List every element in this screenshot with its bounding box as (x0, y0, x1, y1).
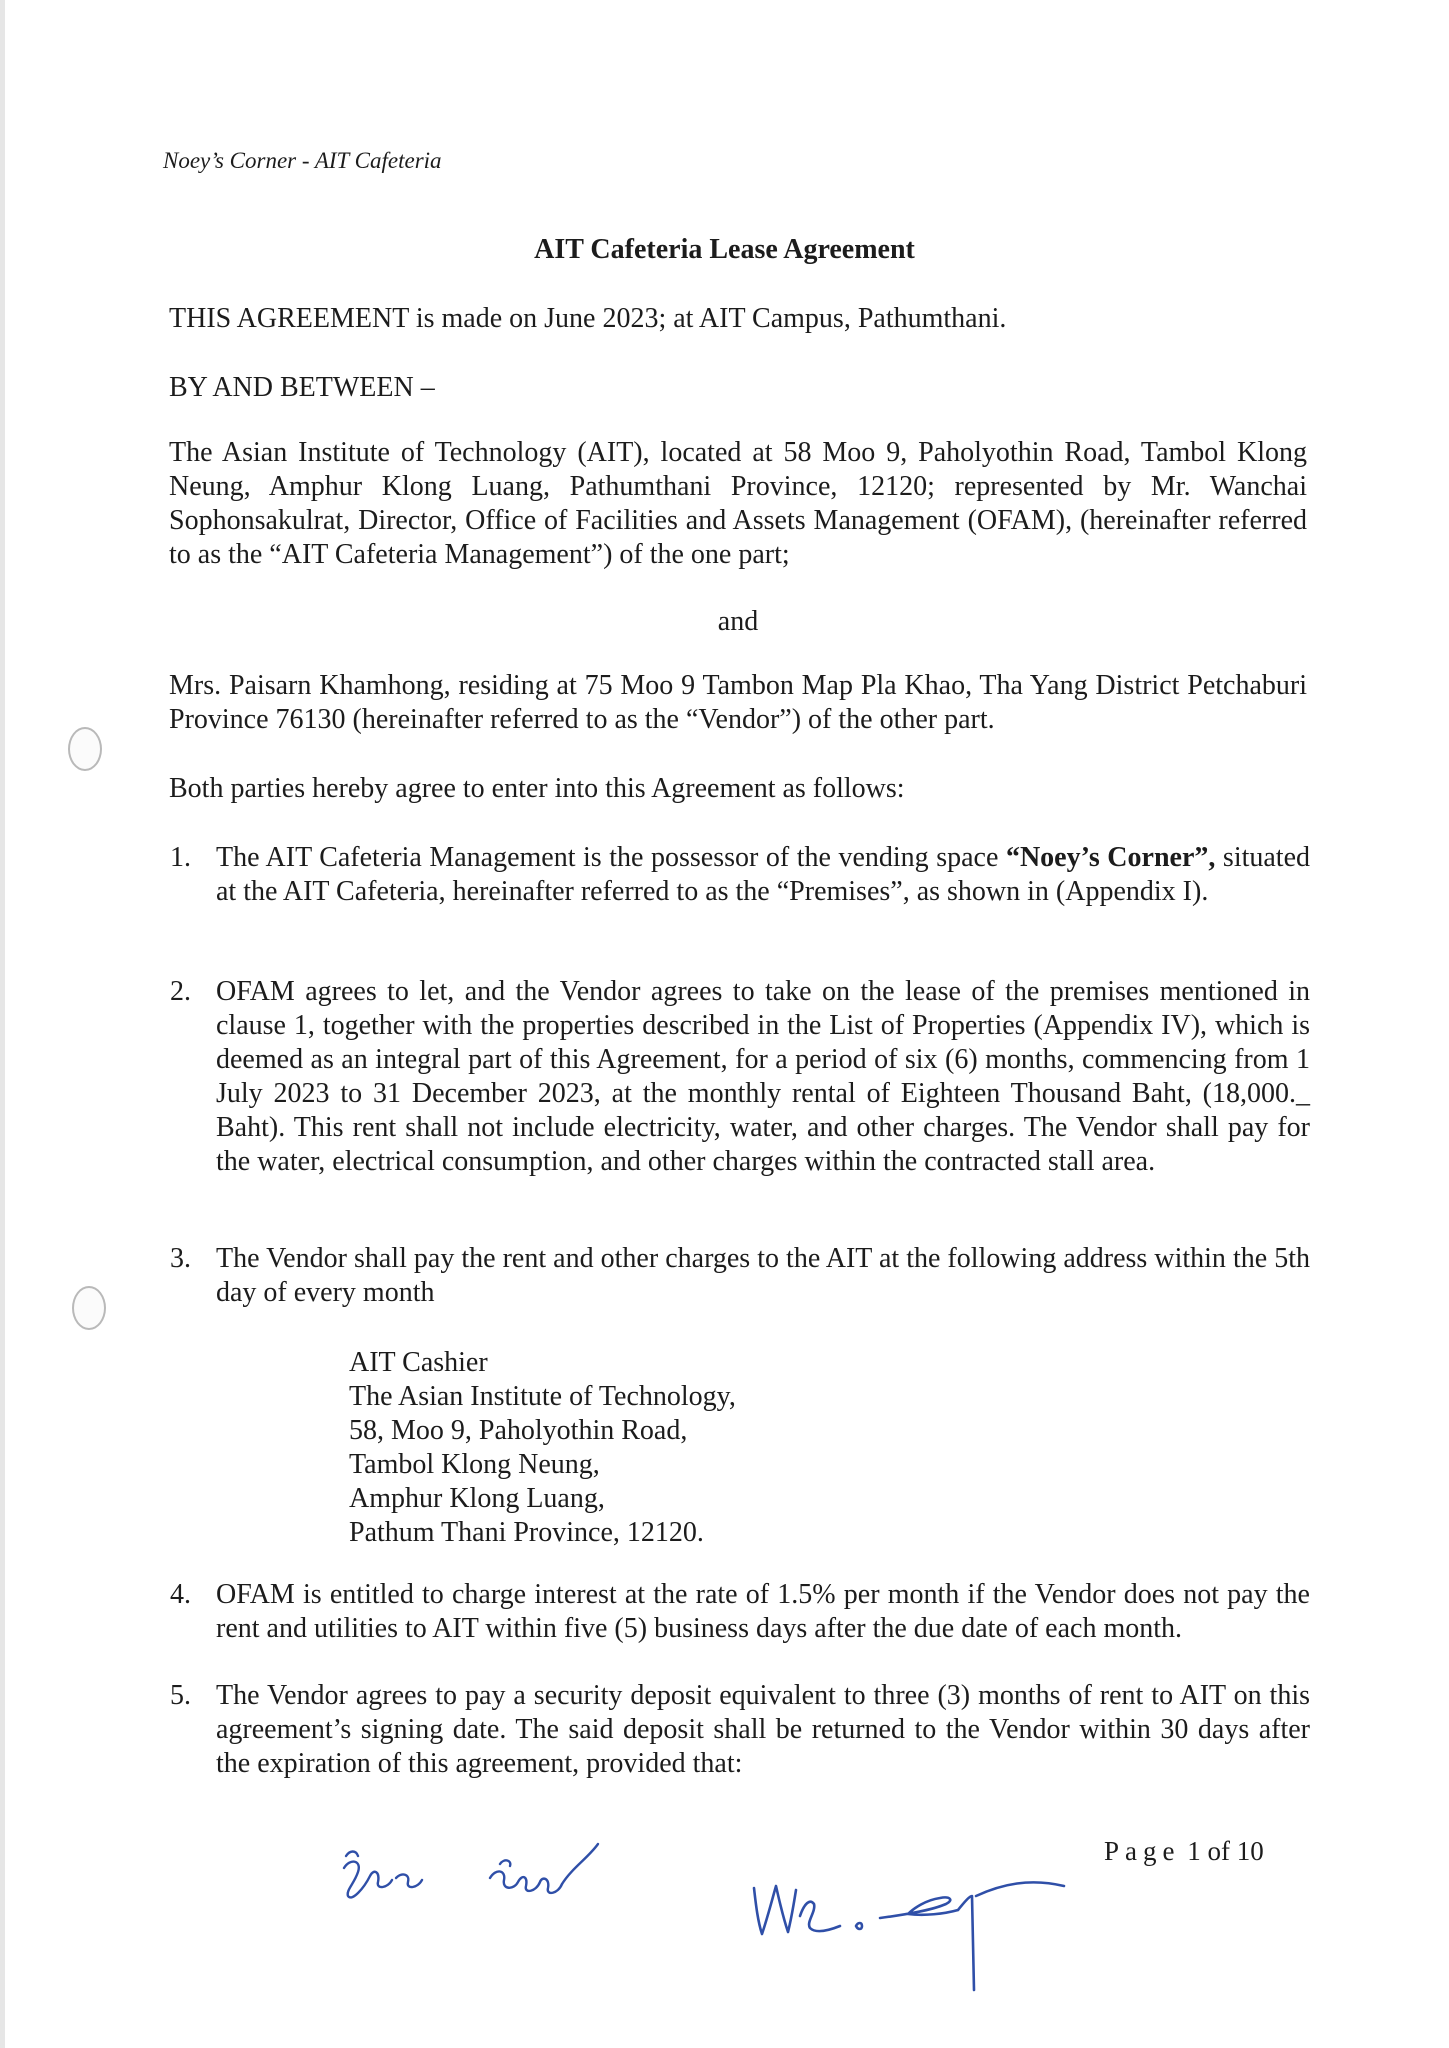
punch-hole-bottom (72, 1286, 106, 1330)
clause-text: OFAM is entitled to charge interest at the rate of 1.5% per month if the Vendor does not pay the rent and utilities to AIT within five (5) business days after the due date of each month. (216, 1579, 1310, 1644)
premises-name: “Noey’s Corner”, (1005, 842, 1216, 873)
header-note: Noey’s Corner - AIT Cafeteria (163, 148, 442, 173)
address-line: The Asian Institute of Technology, (349, 1381, 736, 1412)
clause-text: The Vendor agrees to pay a security deposit equivalent to three (3) months of rent to AIT on this agreement’s signing date. The said deposit shall be returned to the Vendor within 30 days after the expiration of this agreement, provided that: (216, 1680, 1310, 1779)
cashier-address (349, 1346, 736, 1550)
clause-number: 2. (170, 976, 191, 1007)
agreement-intro: Both parties hereby agree to enter into this Agreement as follows: (169, 773, 905, 804)
address-line: Amphur Klong Luang, (349, 1483, 605, 1514)
clause-1 (170, 841, 1310, 909)
vendor-signature (330, 1838, 630, 1918)
page-number: Page 1 of 10 (1104, 1836, 1264, 1866)
clause-text: The AIT Cafeteria Management is the possessor of the vending space “Noey’s Corner”, situated at the AIT Cafeteria, hereinafter referred to as the “Premises”, as shown in (Appendix I). (216, 842, 1311, 907)
director-signature (740, 1856, 1100, 1996)
clause-3 (170, 1242, 1310, 1310)
clause-number: 1. (170, 842, 191, 873)
clause-2 (170, 975, 1310, 1179)
and-connector: and (717, 606, 759, 637)
intro-paragraph: THIS AGREEMENT is made on June 2023; at AIT Campus, Pathumthani. (169, 303, 1007, 334)
punch-hole-top (68, 727, 102, 771)
clause-number: 4. (170, 1579, 191, 1610)
clause-text: The Vendor shall pay the rent and other charges to the AIT at the following address within the 5th day of every month (216, 1243, 1310, 1308)
address-line: Tambol Klong Neung, (349, 1449, 600, 1480)
address-line: Pathum Thani Province, 12120. (349, 1517, 704, 1548)
between-heading: BY AND BETWEEN – (169, 372, 435, 403)
clause-5 (170, 1679, 1310, 1781)
document-title: AIT Cafeteria Lease Agreement (534, 234, 915, 265)
address-line: AIT Cashier (349, 1347, 488, 1378)
party-two-paragraph: Mrs. Paisarn Khamhong, residing at 75 Moo 9 Tambon Map Pla Khao, Tha Yang District Petchaburi Province 76130 (hereinafter referred to as the “Vendor”) of the other part. (169, 670, 1307, 735)
clause-number: 5. (170, 1680, 191, 1711)
address-line: 58, Moo 9, Paholyothin Road, (349, 1415, 688, 1446)
clause-4 (170, 1578, 1310, 1646)
clause-text: OFAM agrees to let, and the Vendor agrees to take on the lease of the premises mentioned in clause 1, together with the properties described in the List of Properties (Appendix IV), which is deemed as an integral part of this Agreement, for a period of six (6) months, commencing from 1 July 2023 to 31 December 2023, at the monthly rental of Eighteen Thousand Baht, (18,000._ Baht). This rent shall not include electricity, water, and other charges. The Vendor shall pay for the water, electrical consumption, and other charges within the contracted stall area. (216, 976, 1310, 1177)
party-one-paragraph: The Asian Institute of Technology (AIT), located at 58 Moo 9, Paholyothin Road, Tambol Klong Neung, Amphur Klong Luang, Pathumthani Province, 12120; represented by Mr. Wanchai Sophonsakulrat, Director, Office of Facilities and Assets Management (OFAM), (hereinafter referred to as the “AIT Cafeteria Management”) of the one part; (169, 437, 1307, 570)
clause-number: 3. (170, 1243, 191, 1274)
page-left-edge (0, 0, 5, 2048)
